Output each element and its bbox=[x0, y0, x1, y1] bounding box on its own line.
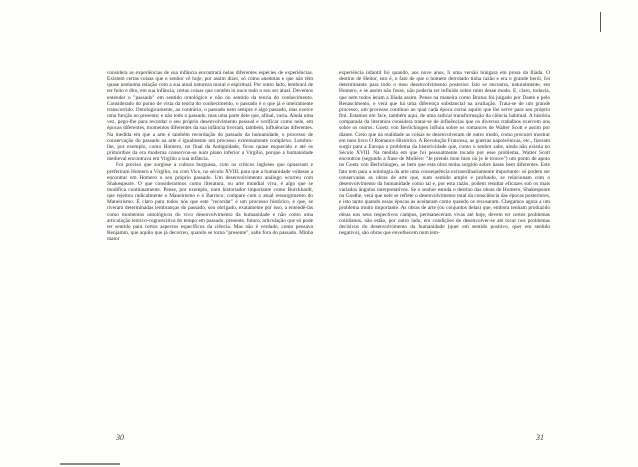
scan-edge-mark bbox=[600, 12, 601, 32]
right-page-number: 31 bbox=[536, 433, 544, 442]
right-page-text bbox=[339, 70, 550, 236]
left-paragraph-2: Foi preciso que surgisse a cultura burguesa, com os críticos ingleses que opuseram e preferiram Homero a Virgílio, ou com Vico, no século XVIII, para que a humanidade voltasse a encontrar em Homero o seu próprio passado. Um desenvolvimento análogo ocorreu com Shakespeare. O que considerarmos como literatura, ou arte mundial viva, é algo que se modifica continuamente. Pense, por exemplo, num historiador importante como Burckhardt, que rejeitou radicalmente o Maneirismo e o Barroco; compare com o atual ressurgimento do Maneirismo. É claro para todos nós que este "recordar" é um processo histórico, e que, se tiveram determinadas lembranças do passado, sou obrigado, exatamente por isso, a entendê-las como momentos ontológicos do vivo desenvolvimento da humanidade e não como uma articulação teórico-cognoscitiva do tempo em passado, presente, futuro, articulação que só pode ter sentido para certos aspectos específicos da ciência. Mas não é verdade, como pensava Benjamin, que aquilo que já decorreu, quando se torna "presente", salte fora do passado. Minha maior bbox=[107, 162, 313, 243]
right-paragraph-1: experiência infantil foi quando, aos nove anos, li uma versão húngara em prosa da Ilíada. O destino de Heitor, isto é, o fato de que o homem derrotado tinha razão e era o grande herói, foi determinante para todo o meu desenvolvimento posterior. Isto se encontra, naturalmente, em Homero, e se assim não fosse, não poderia ter influído sobre mim desse modo. E, claro, todavia, que nem todos leram a Ilíada assim. Pense na maneira como Brutus foi julgado por Dante e pelo Renascimento, e verá que há uma diferença substancial na avaliação. Trata-se de um grande processo, um processo contínuo ao qual cada época extrai aquilo que lhe serve para seu próprio fim. Estamos em face, também aqui, de uma radical transformação da ciência habitual. A história comparada da literatura considera tratar-se de influências que os diversos trabalhos exercem uns sobre os outros: Goetz von Berlichingen influiu sobre os romances de Walter Scott e assim por diante. Creio que na realidade as coisas se desenvolveram de outro modo, como procurei mostrar em meu livro O Romance Histórico. A Revolução Francesa, as guerras napoleônicas, etc., fizeram surgir para a Europa o problema da historicidade que, como o senhor sabe, ainda não existia no Século XVIII. Na medida em que foi pessoalmente tocado por esse problema, Walter Scott encontrou (segundo a frase de Molière: "Je prends mon bien où je le trouve") um ponto de apoio no Goetz von Berlichingen, se bem que esta obra tenha surgido sobre bases bem diferentes. Este fato tem para a ontologia da arte uma consequência extraordinariamente importante: só podem ser conservadas as obras de arte que, num sentido amplo e profundo, se relacionam com o desenvolvimento da humanidade como tal e, por esta razão, podem resultar eficazes sob os mais variados ângulos interpretativos. Se o senhor estuda o destino das obras de Homero, Shakespeare ou Goethe, verá que nele se reflete o desenvolvimento total da consciência das épocas posteriores, e isto tanto quando essas épocas as aceitaram como quando os recusaram. Chegamos agora a um problema muito importante. As obras de arte (ou conjuntos delas) que, embora tenham produzido obras nos seus respectivos campos, permaneceram vivas até hoje, devem ter certos problemas cotidianos, não estão, por outro lado, em condições de desenvolver-se até tocar nos problemas decisivos do desenvolvimento da humanidade (quer em sentido positivo, quer em sentido negativo), são obras que envelhecem num tem- bbox=[339, 70, 550, 237]
left-page-text bbox=[107, 70, 313, 242]
left-page-number: 30 bbox=[116, 433, 124, 442]
scan-bottom-smudge bbox=[60, 463, 120, 465]
left-paragraph-1: considera as experiências de sua infância encontrará nelas diferentes espécies de experiências. Existem certas coisas que o senhor vê hoje, por assim dizer, só como anedotas e que não têm quase nenhuma relação com a sua atual natureza moral e espiritual. Por outro lado, lembrará de ter feito e dito, em sua infância, certas coisas que contêm in nuce todo o seu ser atual. Devemos entender o "passado" em sentido ontológico e não no sentido da teoria do conhecimento. Considerado do ponto de vista da teoria do conhecimento, o passado é o que já é inteiramente transcorrido. Ontologicamente, ao contrário, o passado nem sempre é algo passado, mas exerce uma função no presente; e não todo o passado, mas uma parte dele que, afinal, varia. Ainda uma vez, pego-lhe para recordar o seu próprio desenvolvimento pessoal e verificar como nele, em épocas diferentes, momentos diferentes da sua infância tiveram, também, influências diferentes. Na medida em que a arte é também recordação do passado da humanidade, o processo de conservação do passado na arte é igualmente um processo extremamente complexo. Lembro-lhe, por exemplo, como Homero, no final da Antiguidade, ficou quase esquecido e até os primórdios da era moderna conservou-se num plano inferior a Virgílio, porque a humanidade medieval encontrava em Virgílio a sua infância. bbox=[107, 70, 313, 163]
